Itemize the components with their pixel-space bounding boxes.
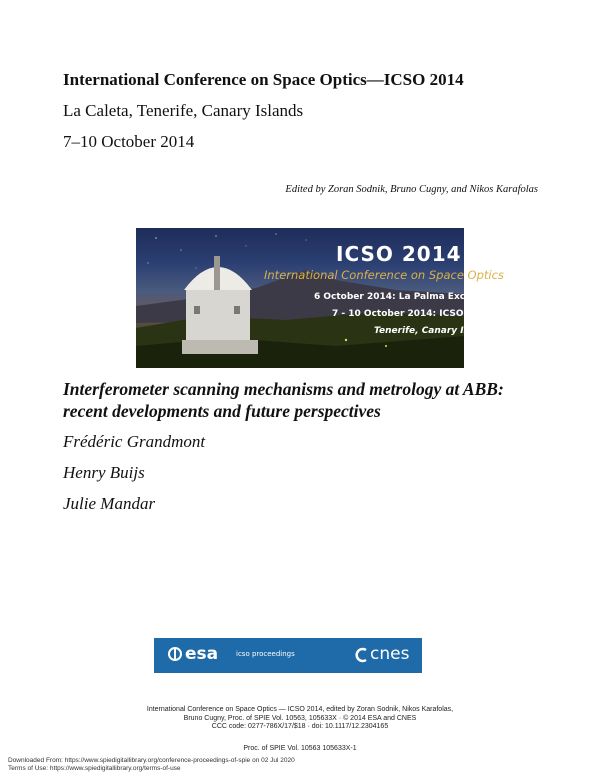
banner-conference-date: 7 - 10 October 2014: ICSO 2014 [332,309,492,319]
banner-excursion-date: 6 October 2014: La Palma Excursion [314,292,497,302]
author: Julie Mandar [63,494,156,513]
citation-line: Bruno Cugny, Proc. of SPIE Vol. 10563, 105633X · © 2014 ESA and CNES [183,714,417,722]
editors-line: Edited by Zoran Sodnik, Bruno Cugny, and Nikos Karafolas [285,184,538,195]
banner-title: ICSO 2014 [336,242,462,266]
banner-place: Tenerife, Canary Islands [374,326,497,336]
conference-title: International Conference on Space Optics—ICSO 2014 [63,70,464,89]
citation-line: CCC code: 0277-786X/17/$18 · doi: 10.1117/12.2304165 [211,723,389,730]
citation-line: International Conference on Space Optics — ICSO 2014, edited by Zoran Sodnik, Nikos Karafolas, [146,706,454,713]
citation-block [0,706,600,732]
sponsor-logo-bar [154,638,422,673]
page-proc-number: Proc. of SPIE Vol. 10563 105633X-1 [243,745,357,752]
conference-location: La Caleta, Tenerife, Canary Islands [63,101,304,120]
conference-dates: 7–10 October 2014 [63,132,195,151]
author: Henry Buijs [63,463,145,482]
cnes-logo-icon [354,647,370,663]
esa-logo-text: esa [185,644,219,664]
terms-of-use-notice: Terms of Use: https://www.spiedigitallibrary.org/terms-of-use [8,765,181,772]
download-notice: Downloaded From: https://www.spiedigitallibrary.org/conference-proceedings-of-spie on 02 Jul 2020 [8,757,295,764]
esa-logo-icon [168,647,182,661]
banner-subtitle: International Conference on Space Optics [264,268,504,282]
cnes-logo-text: cnes [370,644,410,664]
icso-proceedings-label: icso proceedings [236,650,295,658]
author: Frédéric Grandmont [63,432,206,451]
paper-title [63,378,543,422]
conference-banner-image [136,228,504,368]
paper-title-line-2: recent developments and future perspectives [63,401,381,421]
paper-title-line-1: Interferometer scanning mechanisms and metrology at ABB: [63,379,504,399]
